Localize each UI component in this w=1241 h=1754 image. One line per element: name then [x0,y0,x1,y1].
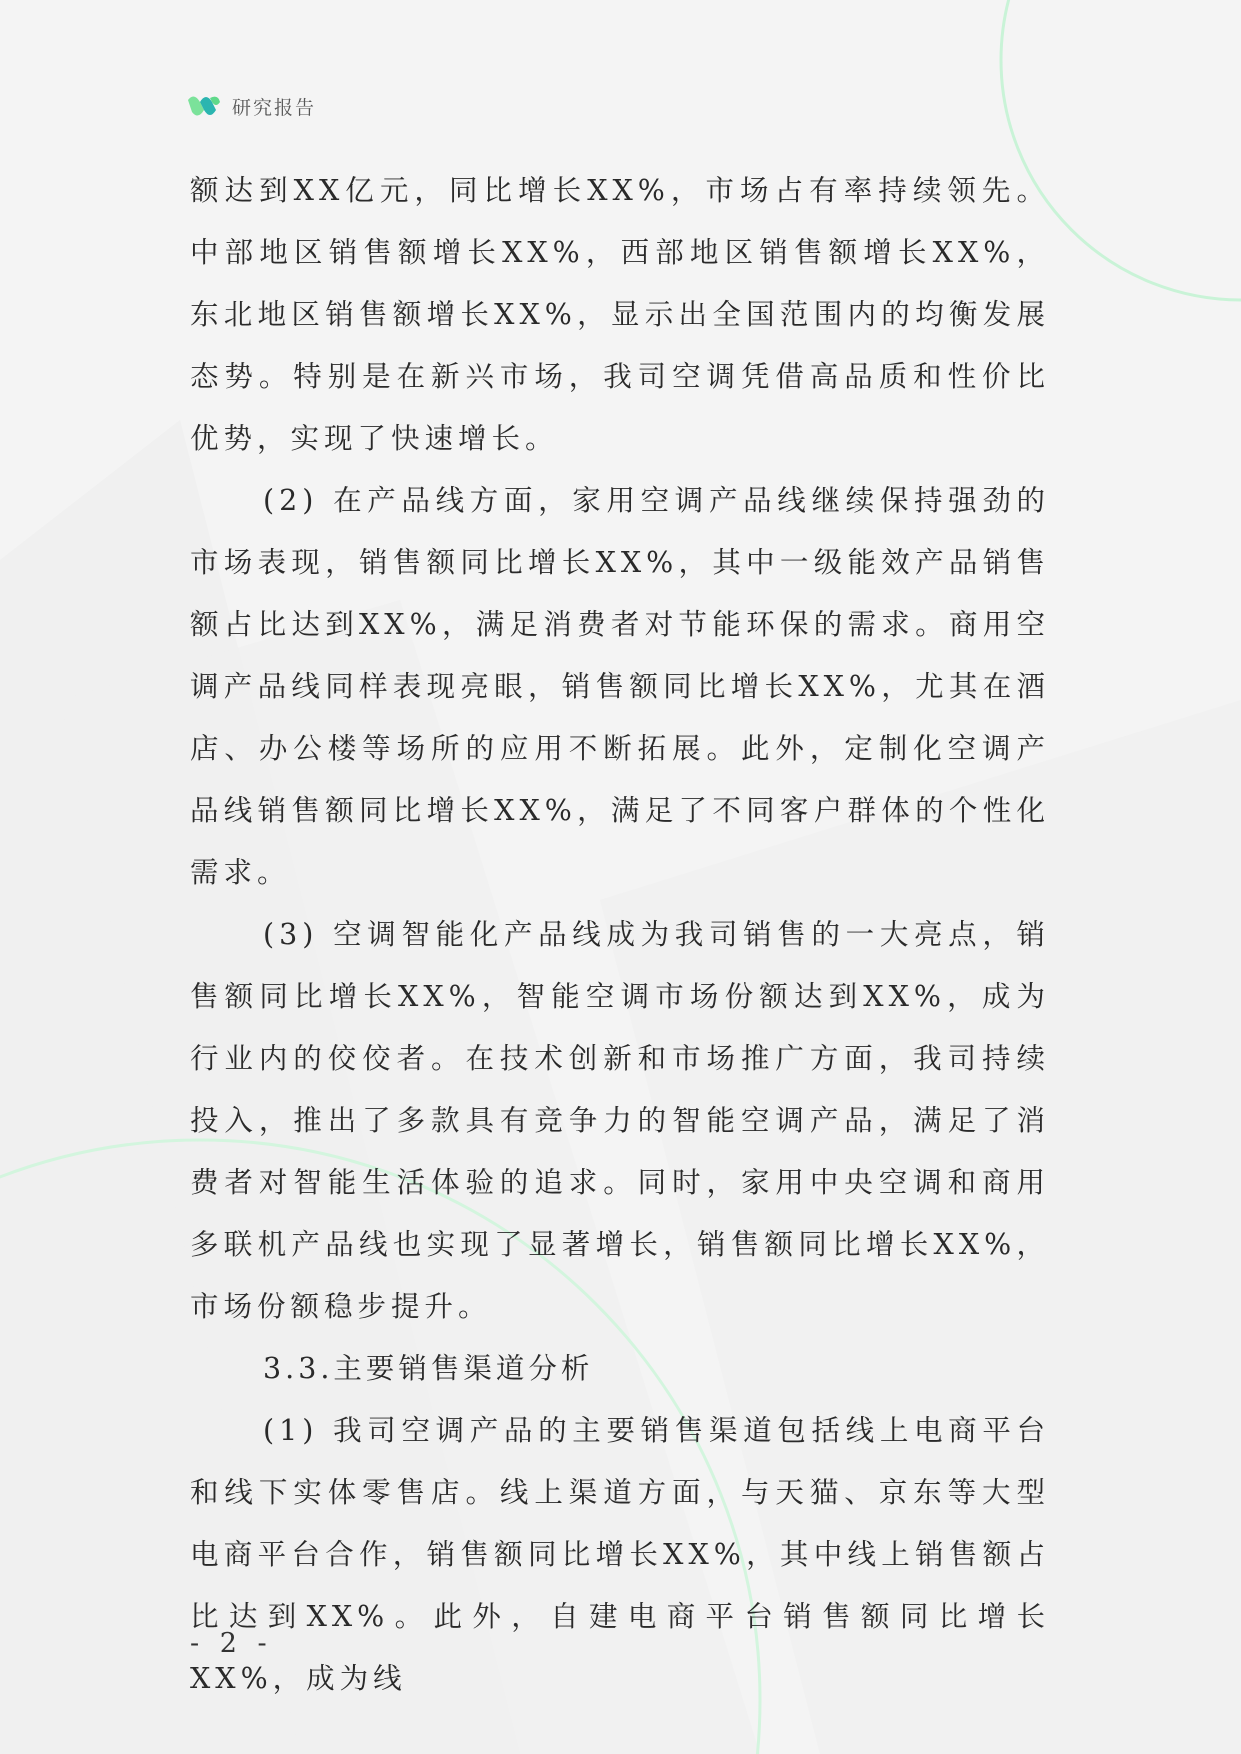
paragraph-smart-product-line: (3) 空调智能化产品线成为我司销售的一大亮点，销售额同比增长XX%，智能空调市场份额达到XX%，成为行业内的佼佼者。在技术创新和市场推广方面，我司持续投入，推出了多款具有竞争力的智能空调产品，满足了消费者对智能生活体验的追求。同时，家用中央空调和商用多联机产品线也实现了显著增长，销售额同比增长XX%，市场份额稳步提升。 [190,918,1050,1323]
paragraph-sales-channels: (1) 我司空调产品的主要销售渠道包括线上电商平台和线下实体零售店。线上渠道方面，与天猫、京东等大型电商平台合作，销售额同比增长XX%，其中线上销售额占比达到XX%。此外，自建电商平台销售额同比增长XX%，成为线 [190,1414,1050,1695]
document-body [190,160,1050,1710]
section-heading: 3.3.主要销售渠道分析 [263,1352,594,1385]
page-number: - 2 - [190,1628,273,1659]
page-header [186,88,316,124]
paragraph-product-line: (2) 在产品线方面，家用空调产品线继续保持强劲的市场表现，销售额同比增长XX%，其中一级能效产品销售额占比达到XX%，满足消费者对节能环保的需求。商用空调产品线同样表现亮眼，销售额同比增长XX%，尤其在酒店、办公楼等场所的应用不断拓展。此外，定制化空调产品线销售额同比增长XX%，满足了不同客户群体的个性化需求。 [190,484,1050,889]
header-title: 研究报告 [232,96,317,119]
paragraph-continued: 额达到XX亿元，同比增长XX%，市场占有率持续领先。中部地区销售额增长XX%，西部地区销售额增长XX%，东北地区销售额增长XX%，显示出全国范围内的均衡发展态势。特别是在新兴市场，我司空调凭借高品质和性价比优势，实现了快速增长。 [190,174,1050,455]
report-logo-icon [186,90,222,122]
